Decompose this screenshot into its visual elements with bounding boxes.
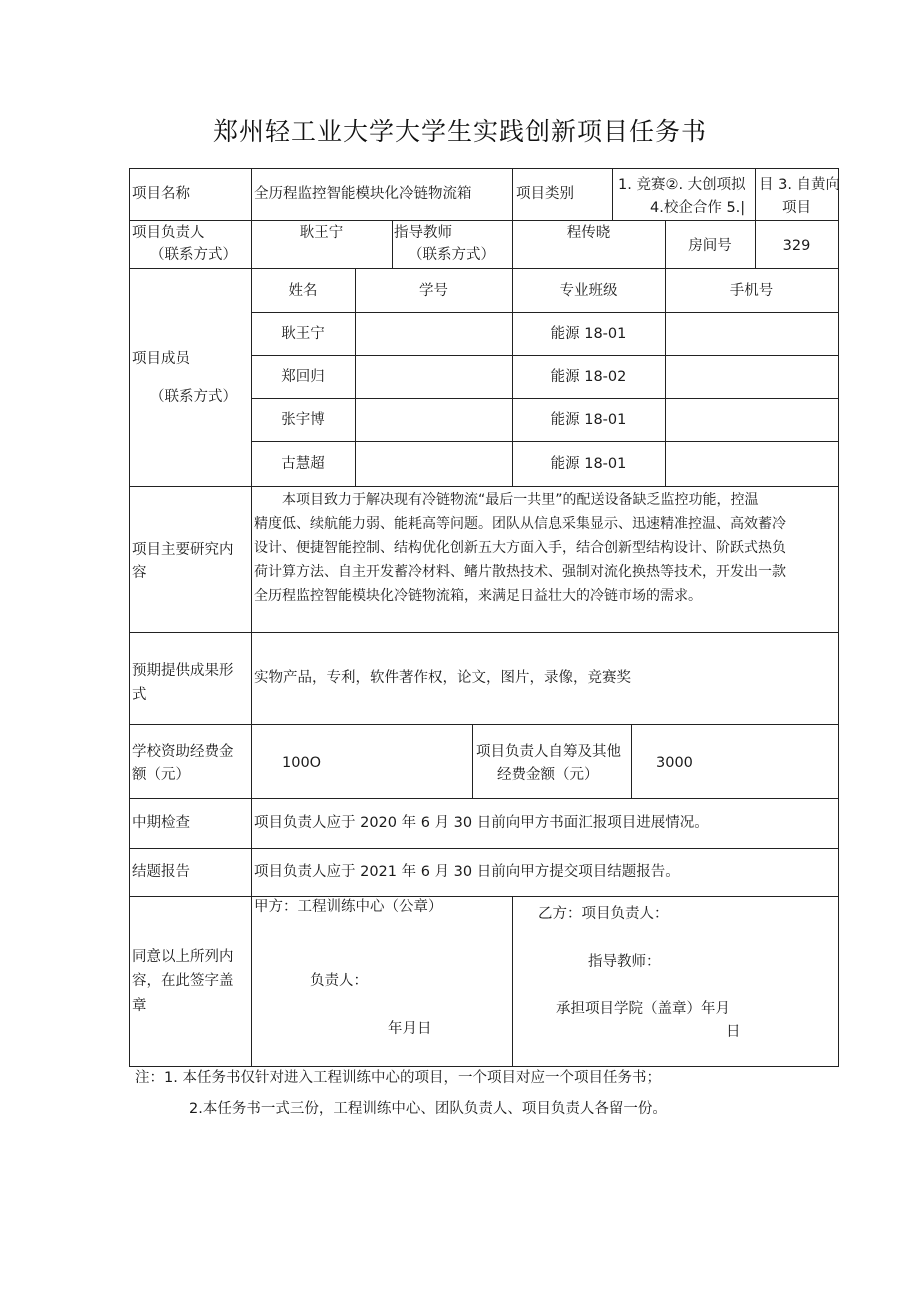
members-header-name: 姓名 bbox=[288, 283, 318, 299]
school-funding-label-line1: 学校资助经费金 bbox=[132, 744, 234, 760]
members-label: 项目成员 bbox=[132, 351, 190, 367]
midterm-value: 项目负责人应于 2020 年 6 月 30 日前向甲方书面汇报项目进展情况。 bbox=[254, 815, 709, 831]
party-b-day: 日 bbox=[726, 1024, 741, 1040]
self-funding-label-line2: 经费金额（元） bbox=[497, 767, 599, 783]
project-category-option-4: 项目 bbox=[782, 200, 811, 216]
research-line-5: 全历程监控智能模块化冷链物流箱，来满足日益壮大的冷链市场的需求。 bbox=[254, 588, 702, 604]
agreement-label-line1: 同意以上所列内 bbox=[132, 949, 234, 965]
self-funding-value: 3000 bbox=[656, 755, 693, 771]
party-b-college: 承担项目学院（盖章）年月 bbox=[556, 1001, 730, 1017]
member-class: 能源 18-01 bbox=[550, 412, 627, 428]
school-funding-label-line2: 额（元） bbox=[132, 767, 190, 783]
member-class: 能源 18-01 bbox=[550, 456, 627, 472]
leader-name: 耿王宁 bbox=[299, 225, 344, 241]
research-line-2: 精度低、续航能力弱、能耗高等问题。团队从信息采集显示、迅速精准控温、高效蓄冷 bbox=[254, 516, 786, 532]
party-a-responsible: 负责人： bbox=[310, 973, 368, 989]
advisor-label: 指导教师 bbox=[394, 225, 452, 241]
research-label-line2: 容 bbox=[132, 565, 147, 581]
member-name: 古慧超 bbox=[281, 456, 325, 472]
member-class: 能源 18-02 bbox=[550, 369, 627, 385]
research-line-3: 设计、便捷智能控制、结构优化创新五大方面入手，结合创新型结构设计、阶跃式热负 bbox=[254, 540, 786, 556]
project-category-option-2: 4.校企合作 5.| bbox=[650, 200, 746, 216]
member-name: 郑回归 bbox=[281, 369, 325, 385]
project-name-label: 项目名称 bbox=[132, 186, 190, 202]
project-name-value: 全历程监控智能模块化冷链物流箱 bbox=[254, 186, 472, 202]
self-funding-label-line1: 项目负责人自筹及其他 bbox=[476, 744, 621, 760]
final-report-label: 结题报告 bbox=[132, 864, 190, 880]
leader-label: 项目负责人 bbox=[132, 225, 205, 241]
agreement-label-line2: 容，在此签字盖 bbox=[132, 973, 234, 989]
room-value: 329 bbox=[782, 238, 811, 254]
party-a: 甲方：工程训练中心（公章） bbox=[254, 899, 443, 915]
note-1: 注：1. 本任务书仅针对进入工程训练中心的项目，一个项目对应一个项目任务书； bbox=[135, 1070, 661, 1086]
note-2: 2.本任务书一式三份，工程训练中心、团队负责人、项目负责人各留一份。 bbox=[189, 1101, 667, 1117]
party-b-advisor: 指导教师： bbox=[588, 954, 661, 970]
research-line-4: 荷计算方法、自主开发蓄冷材料、鳍片散热技术、强制对流化换热等技术，开发出一款 bbox=[254, 564, 786, 580]
school-funding-value: 100O bbox=[282, 755, 322, 771]
midterm-label: 中期检查 bbox=[132, 815, 190, 831]
agreement-label-line3: 章 bbox=[132, 998, 147, 1014]
page-title: 郑州轻工业大学大学生实践创新项目任务书 bbox=[212, 117, 707, 146]
members-contact-label: （联系方式） bbox=[150, 389, 237, 405]
members-header-id: 学号 bbox=[419, 283, 448, 299]
party-b: 乙方：项目负责人： bbox=[538, 906, 669, 922]
outcomes-label-line2: 式 bbox=[132, 687, 147, 703]
outcomes-value: 实物产品，专利，软件著作权，论文，图片，录像，竞赛奖 bbox=[254, 670, 631, 686]
party-a-date: 年月日 bbox=[388, 1021, 432, 1037]
advisor-contact-label: （联系方式） bbox=[408, 247, 495, 263]
outcomes-label-line1: 预期提供成果形 bbox=[132, 663, 234, 679]
project-category-option-3: 目 3. 自黄向 bbox=[759, 177, 841, 193]
member-class: 能源 18-01 bbox=[550, 326, 627, 342]
advisor-name: 程传晓 bbox=[566, 225, 611, 241]
members-header-phone: 手机号 bbox=[729, 283, 774, 299]
member-name: 耿王宁 bbox=[281, 326, 325, 342]
room-label: 房间号 bbox=[688, 238, 732, 254]
leader-contact-label: （联系方式） bbox=[150, 247, 237, 263]
research-label-line1: 项目主要研究内 bbox=[132, 542, 234, 558]
member-name: 张宇博 bbox=[281, 412, 325, 428]
research-line-1: 本项目致力于解决现有冷链物流“最后一共里”的配送设备缺乏监控功能，控温 bbox=[282, 492, 759, 508]
members-header-class: 专业班级 bbox=[559, 283, 618, 299]
final-report-value: 项目负责人应于 2021 年 6 月 30 日前向甲方提交项目结题报告。 bbox=[254, 864, 680, 880]
project-category-label: 项目类别 bbox=[516, 186, 574, 202]
project-category-option-1: 1. 竞赛②. 大创项拟 bbox=[618, 177, 746, 193]
